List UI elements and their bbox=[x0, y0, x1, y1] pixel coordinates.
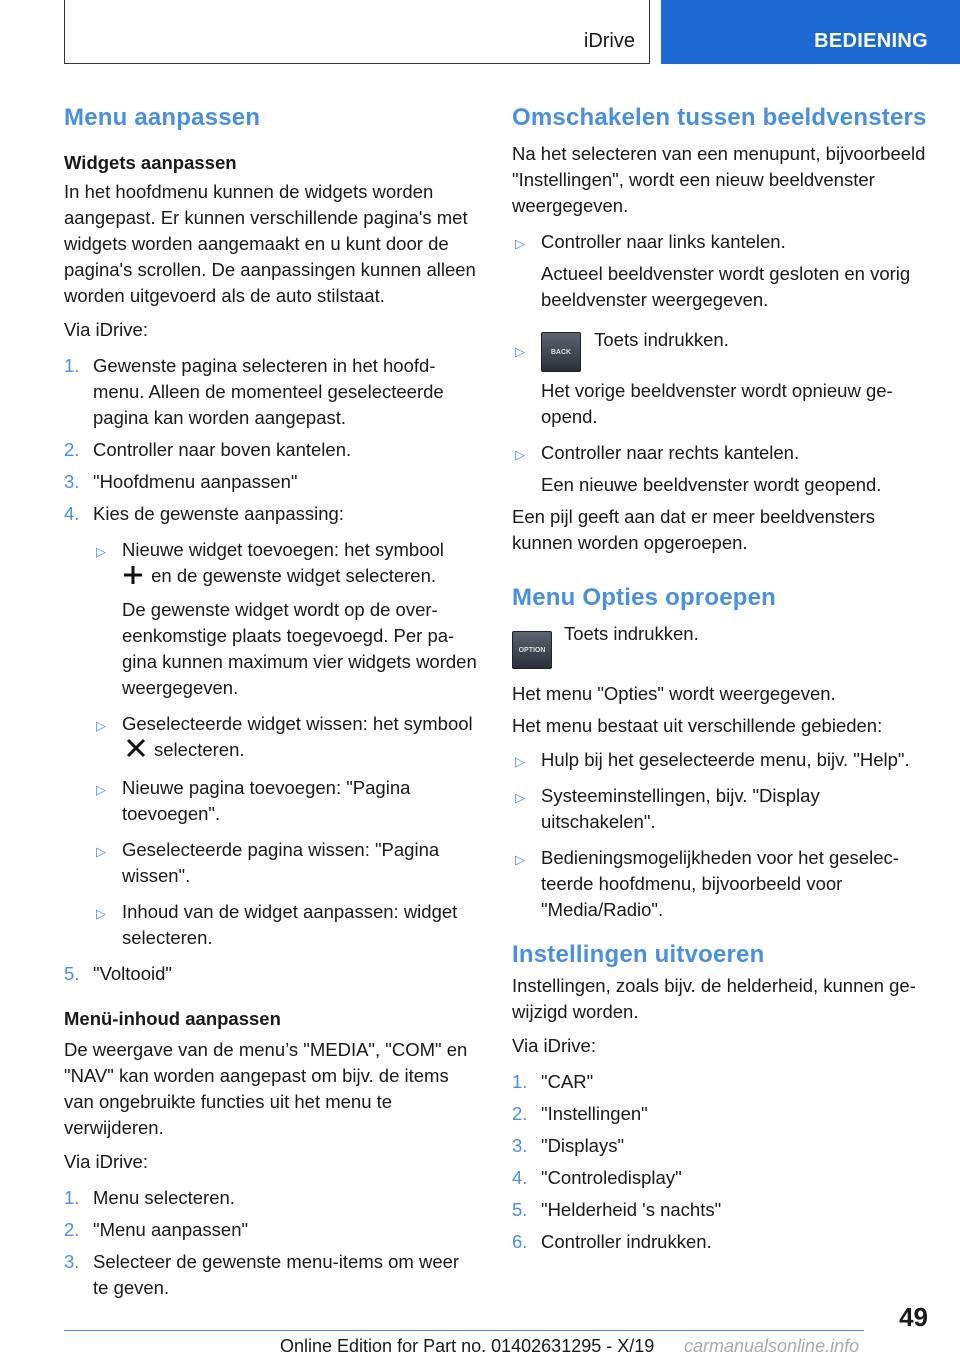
header-chapter-title: BEDIENING bbox=[814, 30, 928, 52]
option-areas-list bbox=[512, 747, 928, 923]
right-column bbox=[512, 100, 928, 1261]
back-button-icon: BACK bbox=[541, 332, 581, 372]
header-section-box bbox=[64, 0, 650, 64]
page-number: 49 bbox=[899, 1302, 928, 1332]
list-item: ▷ Controller naar links kantelen. Actueel beeldvenster wordt gesloten en vorig beeldvenster weergegeven. bbox=[515, 230, 911, 310]
list-item: 3. Selecteer de gewenste menu-items om weer te geven. bbox=[64, 1250, 460, 1298]
triangle-bullet-icon: ▷ bbox=[96, 781, 106, 797]
option-button-icon: OPTION bbox=[512, 631, 552, 669]
steps-list-settings bbox=[512, 1069, 928, 1255]
header-section-title: iDrive bbox=[583, 30, 635, 52]
list-item: 3. "Displays" bbox=[512, 1135, 625, 1157]
watermark: carmanualsonline.info bbox=[684, 1336, 860, 1356]
paragraph-opties-1: Het menu "Opties" wordt weergegeven. bbox=[512, 682, 836, 704]
list-item: 1. "CAR" bbox=[512, 1071, 594, 1093]
triangle-bullet-icon: ▷ bbox=[96, 905, 106, 921]
heading-instellingen: Instellingen uitvoeren bbox=[512, 940, 765, 968]
triangle-bullet-icon: ▷ bbox=[515, 343, 525, 359]
list-item: ▷ Controller naar rechts kantelen. Een nieuwe beeldvenster wordt geopend. bbox=[515, 441, 882, 495]
list-item: ▷ Hulp bij het geselecteerde menu, bijv. "Help". bbox=[512, 747, 928, 773]
list-item: 1. Gewenste pagina selecteren in het hoofdmenu. Alleen de momenteel geselecteerde pagina kan worden aangepast. bbox=[64, 354, 444, 428]
left-column bbox=[64, 100, 478, 1307]
subheading-menu-inhoud: Menü-inhoud aanpassen bbox=[64, 1007, 281, 1029]
list-item: ▷ Geselecteerde pagina wissen: "Pagina wissen". bbox=[96, 838, 440, 886]
paragraph-opties-2: Het menu bestaat uit verschillende gebieden: bbox=[512, 714, 883, 736]
triangle-bullet-icon: ▷ bbox=[96, 543, 106, 559]
footer-edition: Online Edition for Part no. 01402631295 - X/19 bbox=[280, 1336, 655, 1356]
list-item: 4. Kies de gewenste aanpassing: ▷ Nieuwe widget toevoegen: het symbool en de gewenste widget selecteren. De gewenste widget wordt op de overeenkomstige plaats toegevoegd. Per pagina kunnen maximum vier widgets worden weergegeven. ▷ Geselecteerde widget wissen: het symbool selecteren. ▷ Nieuwe pagina toevoegen: "Pagina toevoegen". ▷ Geselecteerde pagina wissen: "Pagina wissen". ▷ Inhoud van de widget aanpassen: widget selecteren. bbox=[64, 501, 478, 951]
paragraph-arrow: Een pijl geeft aan dat er meer beeldvensters kunnen worden opgeroepen. bbox=[512, 505, 876, 553]
list-item: 2. Controller naar boven kantelen. bbox=[64, 438, 352, 460]
list-item: 3. "Hoofdmenu aanpassen" bbox=[64, 470, 298, 492]
via-idrive-label: Via iDrive: bbox=[64, 1150, 148, 1172]
page-header bbox=[0, 0, 960, 66]
paragraph-omschakelen: Na het selecteren van een menupunt, bijvoorbeeld "Instellingen", wordt een nieuw beeldvenster weergegeven. bbox=[512, 142, 926, 216]
list-item: 5. "Voltooid" bbox=[64, 962, 172, 984]
list-item: 1. Menu selecteren. bbox=[64, 1186, 235, 1208]
heading-opties: Menu Opties oproepen bbox=[512, 583, 777, 611]
heading-menu-aanpassen: Menu aanpassen bbox=[64, 104, 261, 131]
triangle-bullet-icon: ▷ bbox=[515, 789, 525, 805]
paragraph-menu-inhoud: De weergave van de menu’s "MEDIA", "COM" en "NAV" kan worden aangepast om bijv. de items van ongebruikte functies uit het menu te verwijderen. bbox=[64, 1038, 468, 1138]
subheading-widgets: Widgets aanpassen bbox=[64, 151, 237, 173]
close-x-icon bbox=[126, 738, 150, 765]
triangle-bullet-icon: ▷ bbox=[515, 446, 525, 462]
triangle-bullet-icon: ▷ bbox=[515, 753, 525, 769]
via-idrive-label: Via iDrive: bbox=[512, 1035, 596, 1057]
steps-list-menu bbox=[64, 1185, 478, 1301]
heading-omschakelen: Omschakelen tussen beeldvensters bbox=[512, 104, 927, 131]
list-item: ▷ Nieuwe pagina toevoegen: "Pagina toevoegen". bbox=[96, 776, 411, 824]
list-item: ▷ Inhoud van de widget aanpassen: widget selecteren. bbox=[96, 900, 458, 948]
header-chapter-tab bbox=[661, 0, 960, 64]
triangle-bullet-icon: ▷ bbox=[96, 843, 106, 859]
via-idrive-label: Via iDrive: bbox=[64, 318, 148, 340]
steps-list-widgets bbox=[64, 353, 478, 987]
option-row: OPTION Toets indrukken. bbox=[512, 621, 928, 671]
list-item: ▷ Geselecteerde widget wissen: het symbool selecteren. bbox=[93, 711, 478, 765]
triangle-bullet-icon: ▷ bbox=[96, 717, 106, 733]
switch-options-list bbox=[512, 229, 928, 498]
footer-divider bbox=[64, 1330, 864, 1331]
list-item: 2. "Menu aanpassen" bbox=[64, 1218, 249, 1240]
paragraph-widgets: In het hoofdmenu kunnen de widgets worden aangepast. Er kunnen verschillende pagina's met widgets worden aangemaakt en u kunt door de pagina's scrollen. De aanpassingen kunnen alleen worden uitgevoerd als de auto stilstaat. bbox=[64, 180, 476, 306]
list-item: 6. Controller indrukken. bbox=[512, 1231, 712, 1253]
triangle-bullet-icon: ▷ bbox=[515, 851, 525, 867]
list-item: 5. "Helderheid 's nachts" bbox=[512, 1199, 722, 1221]
paragraph-instellingen: Instellingen, zoals bijv. de helderheid, kunnen gewijzigd worden. bbox=[512, 975, 916, 1023]
list-item: 4. "Controledisplay" bbox=[512, 1167, 682, 1189]
list-item: 2. "Instellingen" bbox=[512, 1103, 648, 1125]
list-item: ▷ Nieuwe widget toevoegen: het symbool en de gewenste widget selecteren. De gewenste widget wordt op de overeenkomstige plaats toegevoegd. Per pagina kunnen maximum vier widgets worden weergegeven. bbox=[96, 538, 477, 698]
list-item: ▷ Bedieningsmogelijkheden voor het geselecteerde hoofdmenu, bijvoorbeeld voor "Media/Radio". bbox=[515, 846, 899, 920]
plus-icon bbox=[124, 565, 146, 591]
triangle-bullet-icon: ▷ bbox=[515, 235, 525, 251]
sub-options-list bbox=[93, 537, 478, 951]
list-item: ▷ BACK Toets indrukken. Het vorige beeldvenster wordt opnieuw geopend. bbox=[515, 328, 893, 427]
list-item: ▷ Systeeminstellingen, bijv. "Display uitschakelen". bbox=[515, 784, 820, 832]
